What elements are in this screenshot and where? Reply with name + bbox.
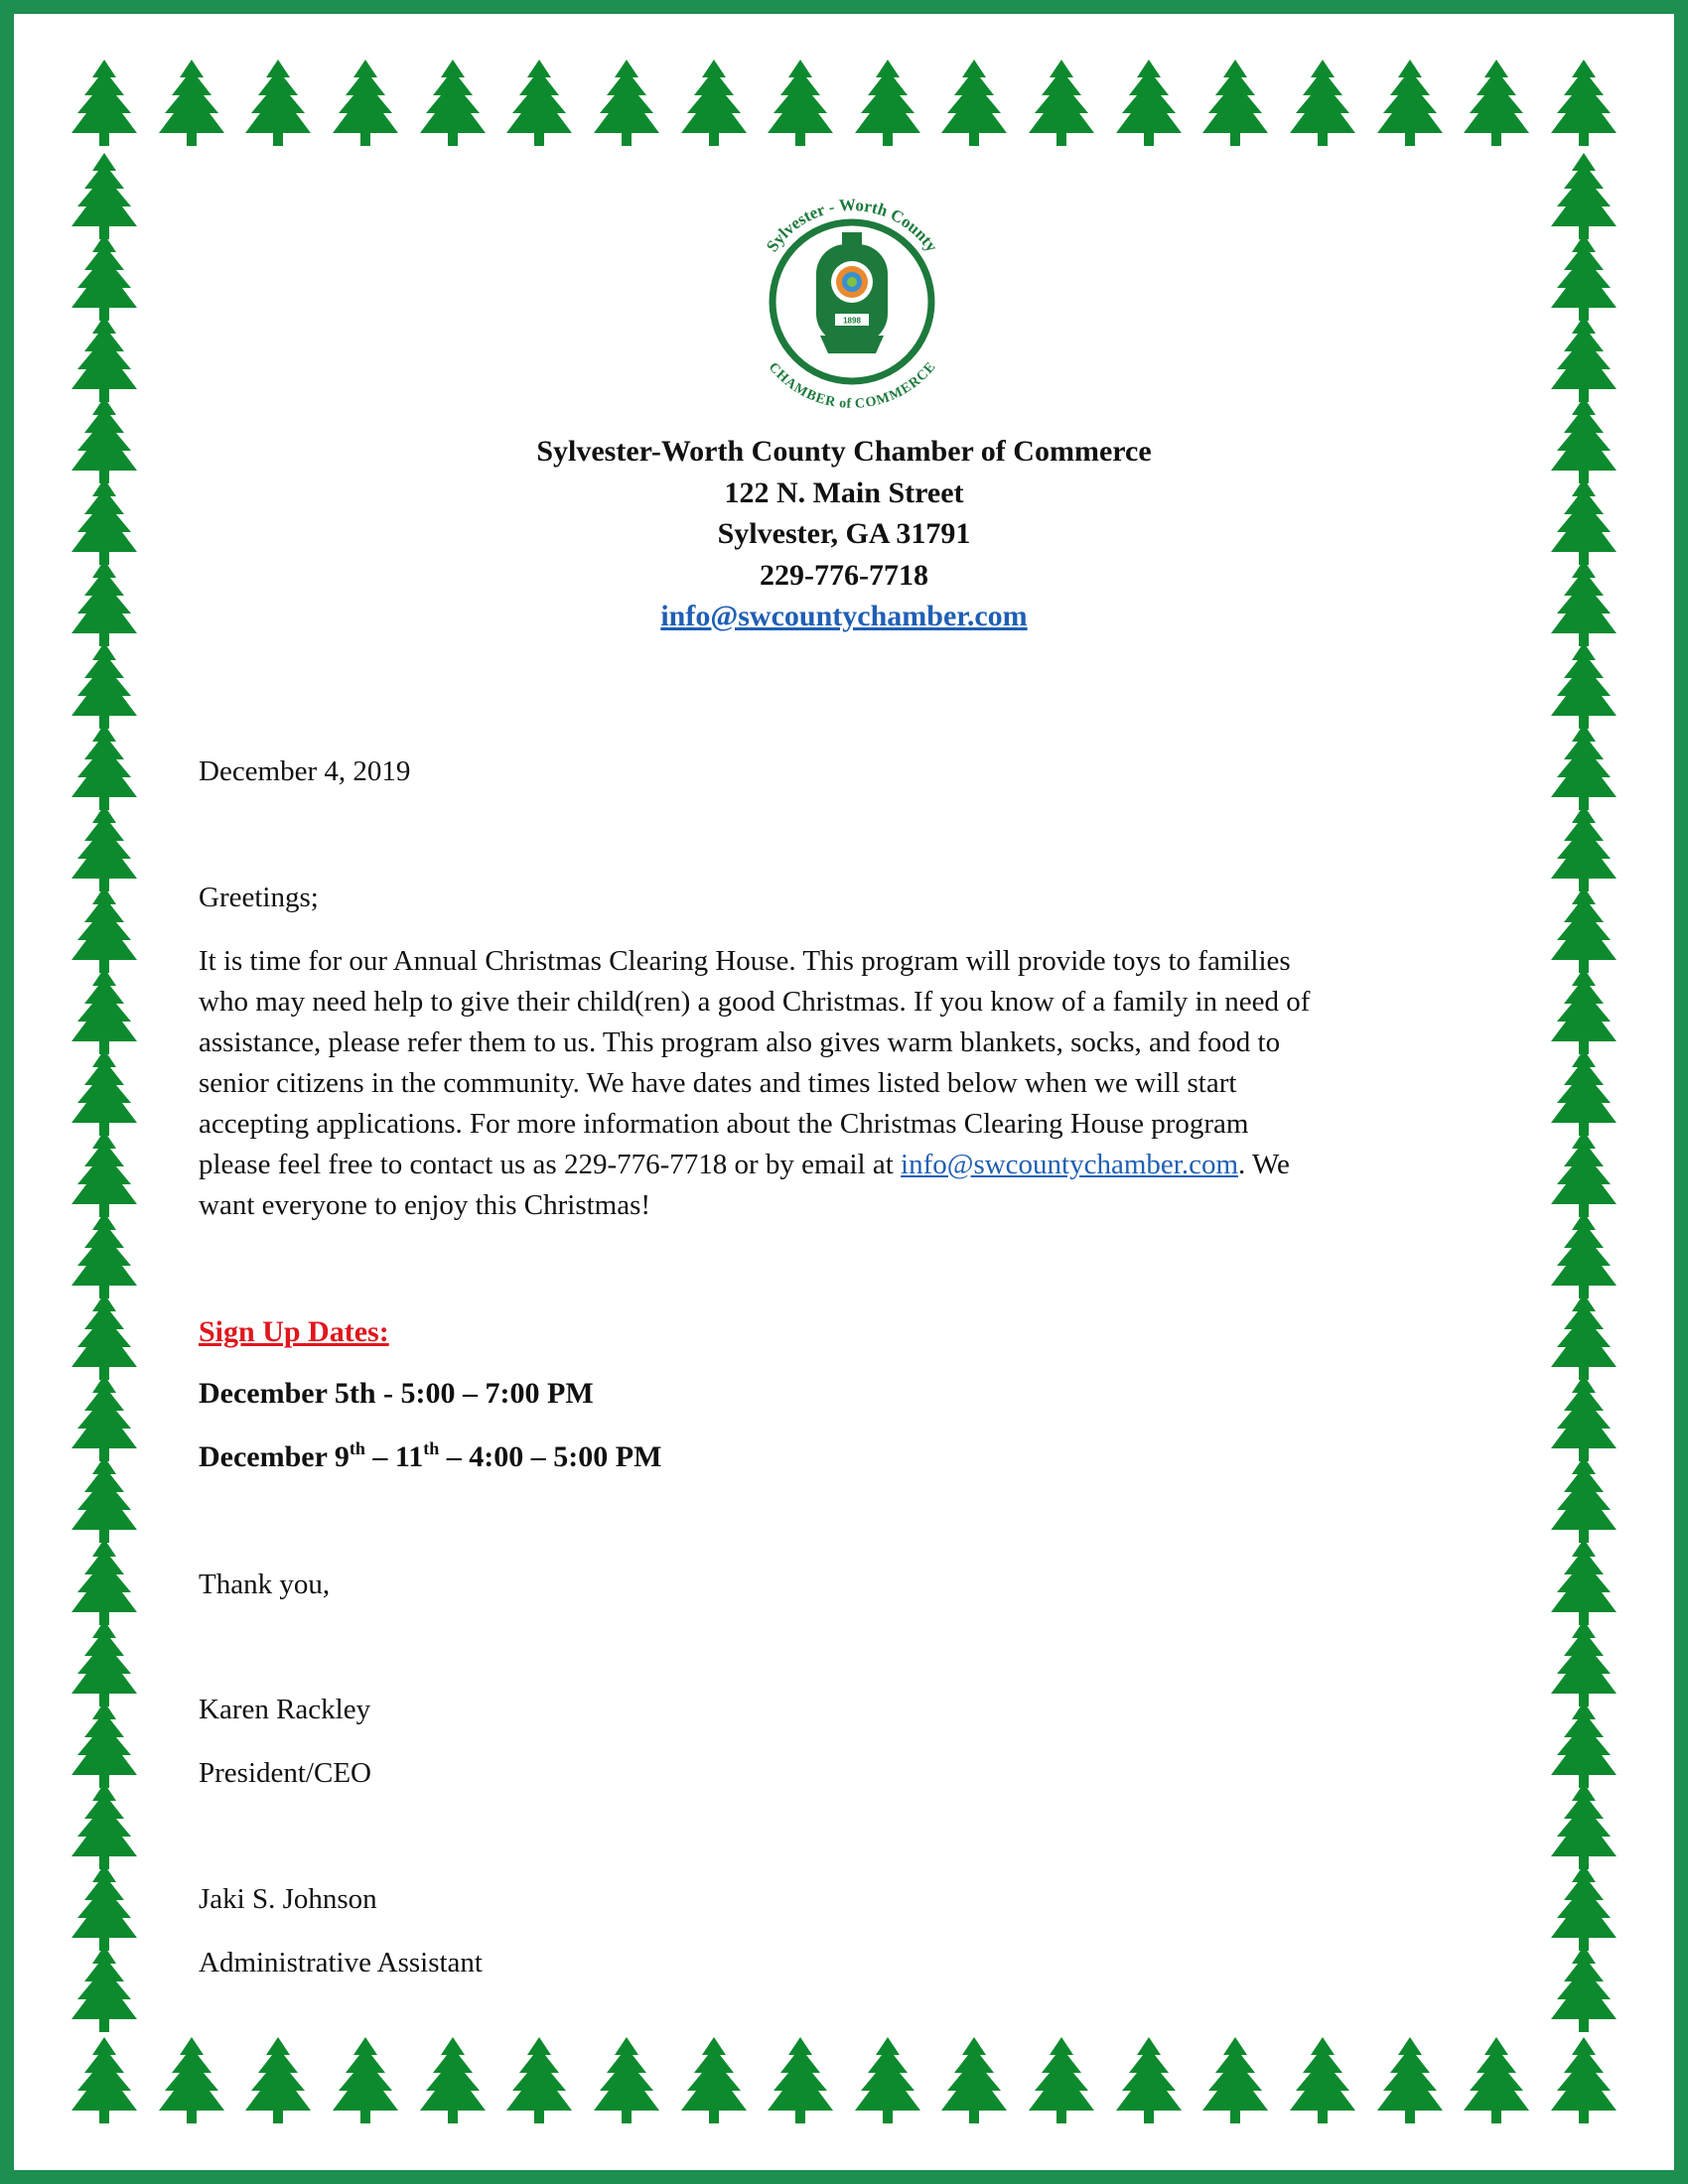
signer-1-name: Karen Rackley xyxy=(199,1694,371,1725)
tree-icon xyxy=(1288,2035,1357,2126)
tree-icon xyxy=(853,58,922,149)
tree-icon xyxy=(1200,58,1270,149)
tree-icon xyxy=(70,722,139,813)
tree-icon xyxy=(1549,1537,1618,1628)
tree-icon xyxy=(1549,232,1618,324)
tree-icon xyxy=(243,2035,313,2126)
tree-icon xyxy=(1375,58,1445,149)
body-line: assistance, please refer them to us. This program also gives warm blankets, socks, and food to xyxy=(199,1026,1281,1058)
tree-icon xyxy=(592,2035,661,2126)
tree-icon xyxy=(504,58,574,149)
signup-date-2: December 9th – 11th – 4:00 – 5:00 PM xyxy=(199,1438,662,1473)
tree-icon xyxy=(1549,640,1618,732)
tree-icon xyxy=(1549,1944,1618,2035)
tree-icon xyxy=(1549,1454,1618,1546)
message-body xyxy=(199,941,1489,1226)
tree-icon xyxy=(418,58,488,149)
body-line: want everyone to enjoy this Christmas! xyxy=(199,1189,651,1221)
tree-icon xyxy=(1549,1129,1618,1220)
tree-icon xyxy=(70,1700,139,1791)
tree-icon xyxy=(1549,1292,1618,1383)
tree-icon xyxy=(418,2035,488,2126)
tree-icon xyxy=(1549,2035,1618,2126)
tree-icon xyxy=(504,2035,574,2126)
body-line: It is time for our Annual Christmas Clearing House. This program will provide toys to families xyxy=(199,945,1291,977)
closing: Thank you, xyxy=(199,1569,331,1600)
greeting: Greetings; xyxy=(199,882,319,913)
tree-icon xyxy=(1549,314,1618,405)
email-link[interactable]: info@swcountychamber.com xyxy=(660,600,1028,632)
tree-icon xyxy=(1462,2035,1531,2126)
body-line: who may need help to give their child(ren) a good Christmas. If you know of a family in need of xyxy=(199,986,1311,1018)
tree-icon xyxy=(157,2035,226,2126)
signer-2-name: Jaki S. Johnson xyxy=(199,1883,377,1915)
tree-icon xyxy=(70,1210,139,1301)
tree-icon xyxy=(70,58,139,149)
locomotive-icon xyxy=(816,232,888,353)
tree-icon xyxy=(1549,1700,1618,1791)
letterhead xyxy=(348,431,1340,637)
letter-date: December 4, 2019 xyxy=(199,755,411,787)
tree-icon xyxy=(1549,1210,1618,1301)
tree-icon xyxy=(70,1781,139,1872)
tree-icon xyxy=(1549,1781,1618,1872)
tree-icon xyxy=(939,58,1009,149)
logo-plate: 1898 xyxy=(843,316,861,326)
tree-icon xyxy=(853,2035,922,2126)
tree-icon xyxy=(70,395,139,486)
tree-icon xyxy=(70,1944,139,2035)
tree-icon xyxy=(70,966,139,1057)
tree-icon xyxy=(70,314,139,405)
body-email-link[interactable]: info@swcountychamber.com xyxy=(901,1149,1239,1180)
tree-icon xyxy=(1549,722,1618,813)
logo-arc-top: Sylvester - Worth County xyxy=(762,195,942,256)
street-address: 122 N. Main Street xyxy=(724,476,964,509)
tree-icon xyxy=(1549,1373,1618,1464)
tree-icon xyxy=(1462,58,1531,149)
logo-arc-bottom: CHAMBER of COMMERCE xyxy=(765,359,939,412)
tree-icon xyxy=(70,1373,139,1464)
signer-2-title: Administrative Assistant xyxy=(199,1947,483,1979)
body-line: senior citizens in the community. We have dates and times listed below when we will start xyxy=(199,1067,1237,1099)
tree-icon xyxy=(243,58,313,149)
tree-icon xyxy=(1549,477,1618,568)
tree-icon xyxy=(70,885,139,976)
tree-icon xyxy=(70,1047,139,1139)
tree-icon xyxy=(766,2035,835,2126)
tree-icon xyxy=(70,558,139,649)
tree-icon xyxy=(70,2035,139,2126)
tree-icon xyxy=(331,58,400,149)
city-state-zip: Sylvester, GA 31791 xyxy=(717,517,971,550)
tree-icon xyxy=(939,2035,1009,2126)
tree-icon xyxy=(1549,58,1618,149)
tree-icon xyxy=(1114,2035,1184,2126)
tree-icon xyxy=(1549,1862,1618,1954)
tree-icon xyxy=(70,477,139,568)
tree-icon xyxy=(1549,1047,1618,1139)
tree-icon xyxy=(1114,58,1184,149)
tree-icon xyxy=(1027,58,1096,149)
tree-icon xyxy=(70,640,139,732)
tree-icon xyxy=(70,803,139,894)
tree-icon xyxy=(70,1537,139,1628)
chamber-logo xyxy=(737,187,967,417)
org-name: Sylvester-Worth County Chamber of Commerce xyxy=(536,435,1152,468)
tree-icon xyxy=(1027,2035,1096,2126)
tree-icon xyxy=(70,1454,139,1546)
tree-icon xyxy=(70,1292,139,1383)
tree-icon xyxy=(1549,395,1618,486)
tree-icon xyxy=(1200,2035,1270,2126)
signup-dates-heading: Sign Up Dates: xyxy=(199,1315,389,1348)
signup-date-1: December 5th - 5:00 – 7:00 PM xyxy=(199,1377,594,1410)
signer-1-title: President/CEO xyxy=(199,1757,371,1789)
tree-icon xyxy=(157,58,226,149)
tree-icon xyxy=(679,2035,749,2126)
tree-icon xyxy=(1549,885,1618,976)
tree-icon xyxy=(1549,558,1618,649)
tree-icon xyxy=(70,151,139,242)
tree-icon xyxy=(1288,58,1357,149)
tree-icon xyxy=(1549,1618,1618,1709)
tree-icon xyxy=(70,1618,139,1709)
tree-icon xyxy=(70,1862,139,1954)
tree-icon xyxy=(766,58,835,149)
tree-icon xyxy=(331,2035,400,2126)
tree-icon xyxy=(1375,2035,1445,2126)
body-line: please feel free to contact us as 229-776-7718 or by email at info@swcountychamber.com. We xyxy=(199,1149,1290,1180)
phone-number: 229-776-7718 xyxy=(760,558,928,592)
tree-icon xyxy=(70,232,139,324)
body-line: accepting applications. For more information about the Christmas Clearing House program xyxy=(199,1108,1249,1140)
tree-icon xyxy=(1549,966,1618,1057)
tree-icon xyxy=(1549,803,1618,894)
tree-icon xyxy=(592,58,661,149)
tree-icon xyxy=(679,58,749,149)
tree-icon xyxy=(70,1129,139,1220)
tree-icon xyxy=(1549,151,1618,242)
